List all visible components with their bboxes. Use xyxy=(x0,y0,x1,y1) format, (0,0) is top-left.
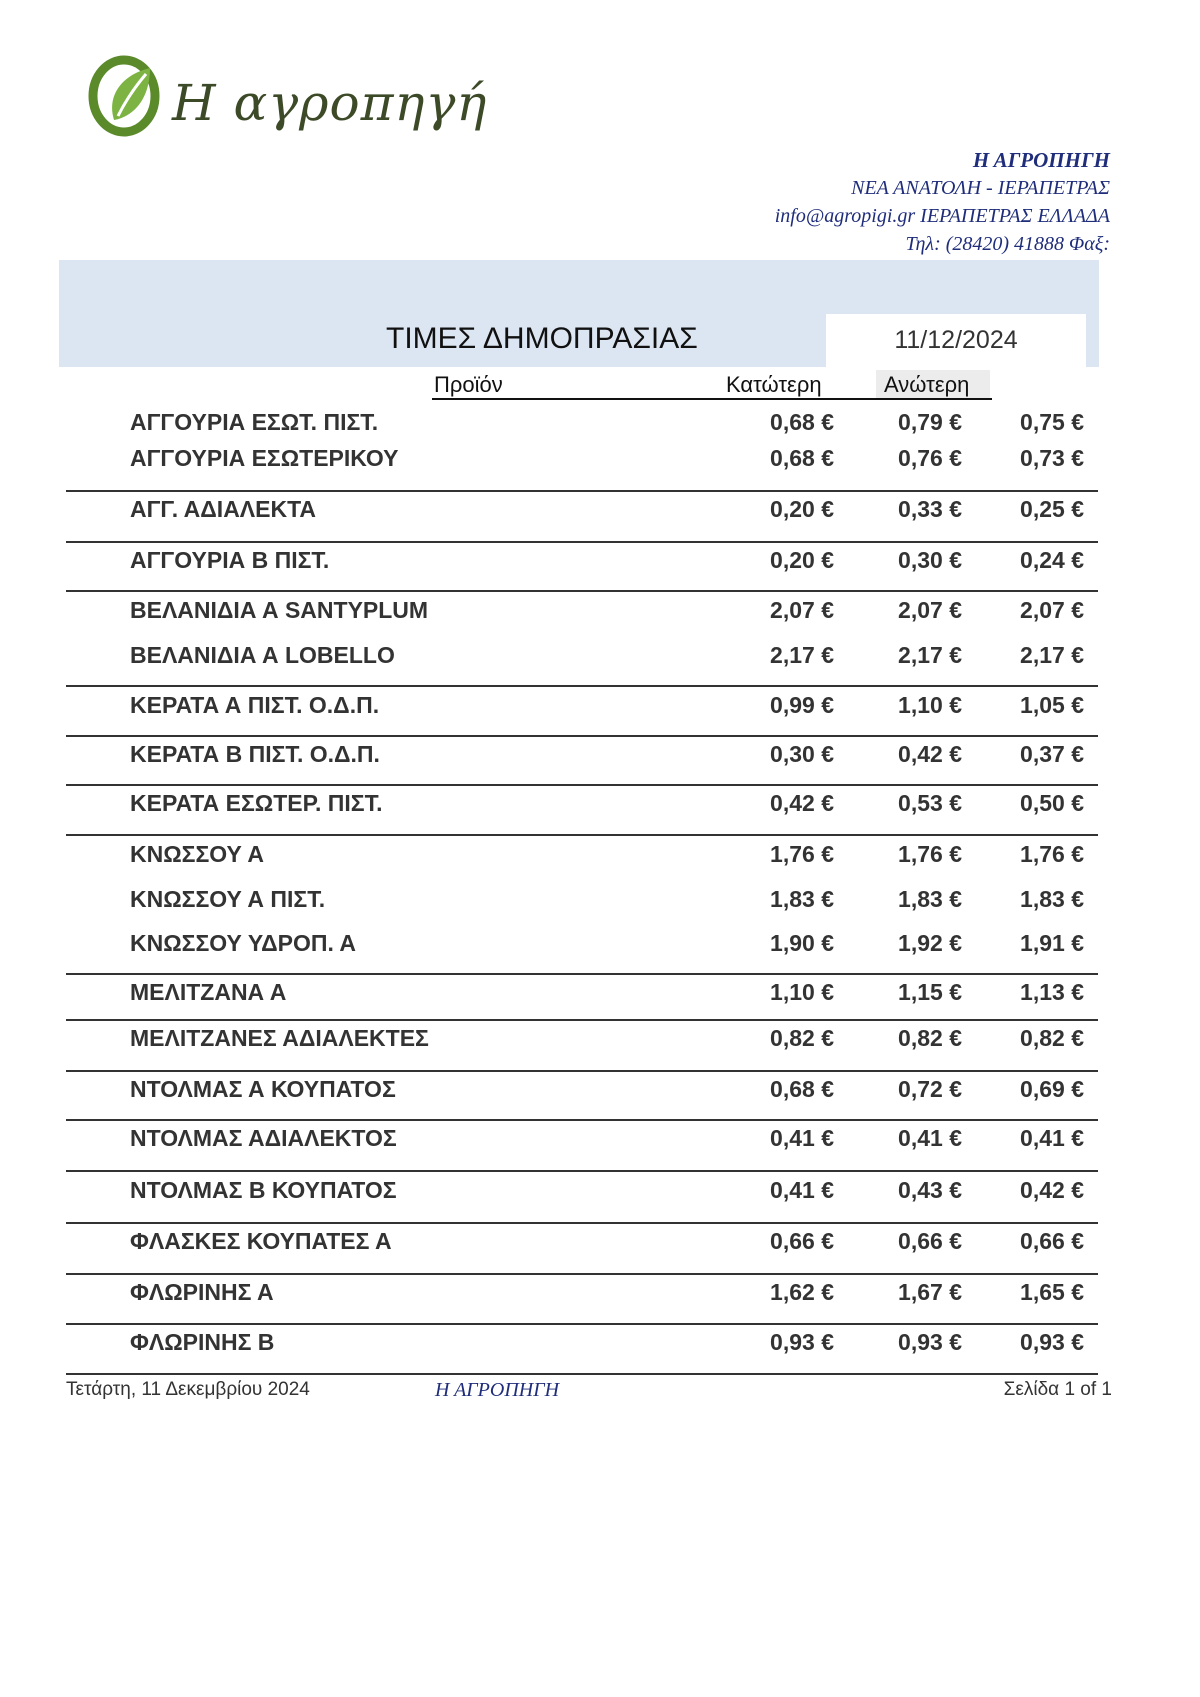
price-avg: 0,50 € xyxy=(1020,790,1084,816)
row-separator xyxy=(66,1170,1098,1172)
table-row xyxy=(0,837,1200,871)
price-avg: 1,13 € xyxy=(1020,979,1084,1005)
table-row xyxy=(0,1121,1200,1155)
price-avg: 0,73 € xyxy=(1020,445,1084,471)
logo-text: Η αγροπηγή xyxy=(172,74,488,132)
price-high: 1,67 € xyxy=(898,1279,962,1305)
table-row xyxy=(0,1325,1200,1359)
price-high: 1,76 € xyxy=(898,841,962,867)
report-title: ΤΙΜΕΣ ΔΗΜΟΠΡΑΣΙΑΣ xyxy=(386,322,698,355)
product-name: ΚΝΩΣΣΟΥ Α ΠΙΣΤ. xyxy=(130,886,326,912)
price-high: 0,43 € xyxy=(898,1177,962,1203)
price-high: 1,10 € xyxy=(898,692,962,718)
footer-page-number: Σελίδα 1 of 1 xyxy=(1003,1379,1112,1400)
table-row xyxy=(0,405,1200,439)
product-name: ΚΝΩΣΣΟΥ ΥΔΡΟΠ. Α xyxy=(130,930,356,956)
price-high: 0,79 € xyxy=(898,409,962,435)
footer-company: Η ΑΓΡΟΠΗΓΗ xyxy=(435,1379,560,1401)
price-avg: 0,24 € xyxy=(1020,547,1084,573)
product-name: ΦΛΑΣΚΕΣ ΚΟΥΠΑΤΕΣ Α xyxy=(130,1228,392,1254)
product-name: ΑΓΓΟΥΡΙΑ ΕΣΩΤΕΡΙΚΟΥ xyxy=(130,445,399,471)
product-name: ΚΕΡΑΤΑ Β ΠΙΣΤ. Ο.Δ.Π. xyxy=(130,741,380,767)
table-row xyxy=(0,1072,1200,1106)
col-header-product: Προϊόν xyxy=(434,372,503,397)
price-low: 0,82 € xyxy=(770,1025,834,1051)
price-low: 1,90 € xyxy=(770,930,834,956)
price-high: 0,76 € xyxy=(898,445,962,471)
company-address: ΝΕΑ ΑΝΑΤΟΛΗ - ΙΕΡΑΠΕΤΡΑΣ xyxy=(851,177,1110,199)
price-avg: 0,41 € xyxy=(1020,1125,1084,1151)
price-low: 1,76 € xyxy=(770,841,834,867)
product-name: ΚΕΡΑΤΑ ΕΣΩΤΕΡ. ΠΙΣΤ. xyxy=(130,790,383,816)
price-low: 2,07 € xyxy=(770,597,834,623)
price-avg: 0,75 € xyxy=(1020,409,1084,435)
price-avg: 0,42 € xyxy=(1020,1177,1084,1203)
price-low: 0,20 € xyxy=(770,496,834,522)
price-high: 0,66 € xyxy=(898,1228,962,1254)
price-low: 0,68 € xyxy=(770,409,834,435)
product-name: ΝΤΟΛΜΑΣ ΑΔΙΑΛΕΚΤΟΣ xyxy=(130,1125,397,1151)
price-low: 0,41 € xyxy=(770,1125,834,1151)
price-high: 2,07 € xyxy=(898,597,962,623)
company-phone: Τηλ: (28420) 41888 Φαξ: xyxy=(905,233,1110,255)
product-name: ΦΛΩΡΙΝΗΣ Β xyxy=(130,1329,275,1355)
table-row xyxy=(0,441,1200,475)
price-avg: 1,05 € xyxy=(1020,692,1084,718)
product-name: ΜΕΛΙΤΖΑΝΕΣ ΑΔΙΑΛΕΚΤΕΣ xyxy=(130,1025,429,1051)
price-low: 1,62 € xyxy=(770,1279,834,1305)
price-low: 0,93 € xyxy=(770,1329,834,1355)
product-name: ΝΤΟΛΜΑΣ Α ΚΟΥΠΑΤΟΣ xyxy=(130,1076,396,1102)
price-low: 2,17 € xyxy=(770,642,834,668)
product-name: ΑΓΓ. ΑΔΙΑΛΕΚΤΑ xyxy=(130,496,317,522)
price-low: 0,68 € xyxy=(770,1076,834,1102)
price-high: 0,82 € xyxy=(898,1025,962,1051)
table-row xyxy=(0,786,1200,820)
price-low: 0,66 € xyxy=(770,1228,834,1254)
footer-date: Τετάρτη, 11 Δεκεμβρίου 2024 xyxy=(66,1379,310,1400)
price-low: 0,42 € xyxy=(770,790,834,816)
price-low: 0,20 € xyxy=(770,547,834,573)
price-avg: 1,91 € xyxy=(1020,930,1084,956)
price-low: 0,30 € xyxy=(770,741,834,767)
price-avg: 0,69 € xyxy=(1020,1076,1084,1102)
table-row xyxy=(0,1021,1200,1055)
table-row xyxy=(0,638,1200,672)
table-row xyxy=(0,543,1200,577)
price-high: 1,15 € xyxy=(898,979,962,1005)
table-bottom-rule xyxy=(66,1373,1098,1375)
price-avg: 0,25 € xyxy=(1020,496,1084,522)
product-name: ΑΓΓΟΥΡΙΑ ΕΣΩΤ. ΠΙΣΤ. xyxy=(130,409,379,435)
col-header-low: Κατώτερη xyxy=(726,372,822,397)
price-avg: 1,76 € xyxy=(1020,841,1084,867)
table-row xyxy=(0,882,1200,916)
product-name: ΜΕΛΙΤΖΑΝΑ Α xyxy=(130,979,287,1005)
price-high: 0,41 € xyxy=(898,1125,962,1151)
row-separator xyxy=(66,834,1098,836)
table-row xyxy=(0,1275,1200,1309)
product-name: ΒΕΛΑΝΙΔΙΑ Α LOBELLO xyxy=(130,642,395,668)
price-high: 1,92 € xyxy=(898,930,962,956)
table-row xyxy=(0,593,1200,627)
product-name: ΦΛΩΡΙΝΗΣ Α xyxy=(130,1279,274,1305)
table-row xyxy=(0,492,1200,526)
col-header-high: Ανώτερη xyxy=(884,372,970,397)
table-row xyxy=(0,1173,1200,1207)
price-high: 0,72 € xyxy=(898,1076,962,1102)
price-low: 1,10 € xyxy=(770,979,834,1005)
product-name: ΑΓΓΟΥΡΙΑ Β ΠΙΣΤ. xyxy=(130,547,330,573)
price-high: 1,83 € xyxy=(898,886,962,912)
product-name: ΚΕΡΑΤΑ Α ΠΙΣΤ. Ο.Δ.Π. xyxy=(130,692,380,718)
price-avg: 1,83 € xyxy=(1020,886,1084,912)
price-high: 0,33 € xyxy=(898,496,962,522)
table-row xyxy=(0,1224,1200,1258)
table-row xyxy=(0,926,1200,960)
price-high: 0,53 € xyxy=(898,790,962,816)
product-name: ΝΤΟΛΜΑΣ Β ΚΟΥΠΑΤΟΣ xyxy=(130,1177,397,1203)
price-high: 2,17 € xyxy=(898,642,962,668)
price-avg: 2,17 € xyxy=(1020,642,1084,668)
table-row xyxy=(0,737,1200,771)
company-email[interactable]: info@agropigi.gr ΙΕΡΑΠΕΤΡΑΣ ΕΛΛΑΔΑ xyxy=(774,205,1110,227)
price-low: 0,99 € xyxy=(770,692,834,718)
report-date: 11/12/2024 xyxy=(826,314,1086,367)
price-avg: 0,66 € xyxy=(1020,1228,1084,1254)
price-avg: 0,93 € xyxy=(1020,1329,1084,1355)
price-avg: 2,07 € xyxy=(1020,597,1084,623)
price-low: 0,68 € xyxy=(770,445,834,471)
price-avg: 0,37 € xyxy=(1020,741,1084,767)
price-high: 0,30 € xyxy=(898,547,962,573)
row-separator xyxy=(66,590,1098,592)
company-name: Η ΑΓΡΟΠΗΓΗ xyxy=(972,148,1110,172)
price-low: 0,41 € xyxy=(770,1177,834,1203)
price-avg: 0,82 € xyxy=(1020,1025,1084,1051)
price-avg: 1,65 € xyxy=(1020,1279,1084,1305)
table-row xyxy=(0,975,1200,1009)
price-high: 0,42 € xyxy=(898,741,962,767)
row-separator xyxy=(66,685,1098,687)
product-name: ΚΝΩΣΣΟΥ Α xyxy=(130,841,265,867)
price-low: 1,83 € xyxy=(770,886,834,912)
product-name: ΒΕΛΑΝΙΔΙΑ Α SANTYPLUM xyxy=(130,597,429,623)
price-high: 0,93 € xyxy=(898,1329,962,1355)
table-row xyxy=(0,688,1200,722)
